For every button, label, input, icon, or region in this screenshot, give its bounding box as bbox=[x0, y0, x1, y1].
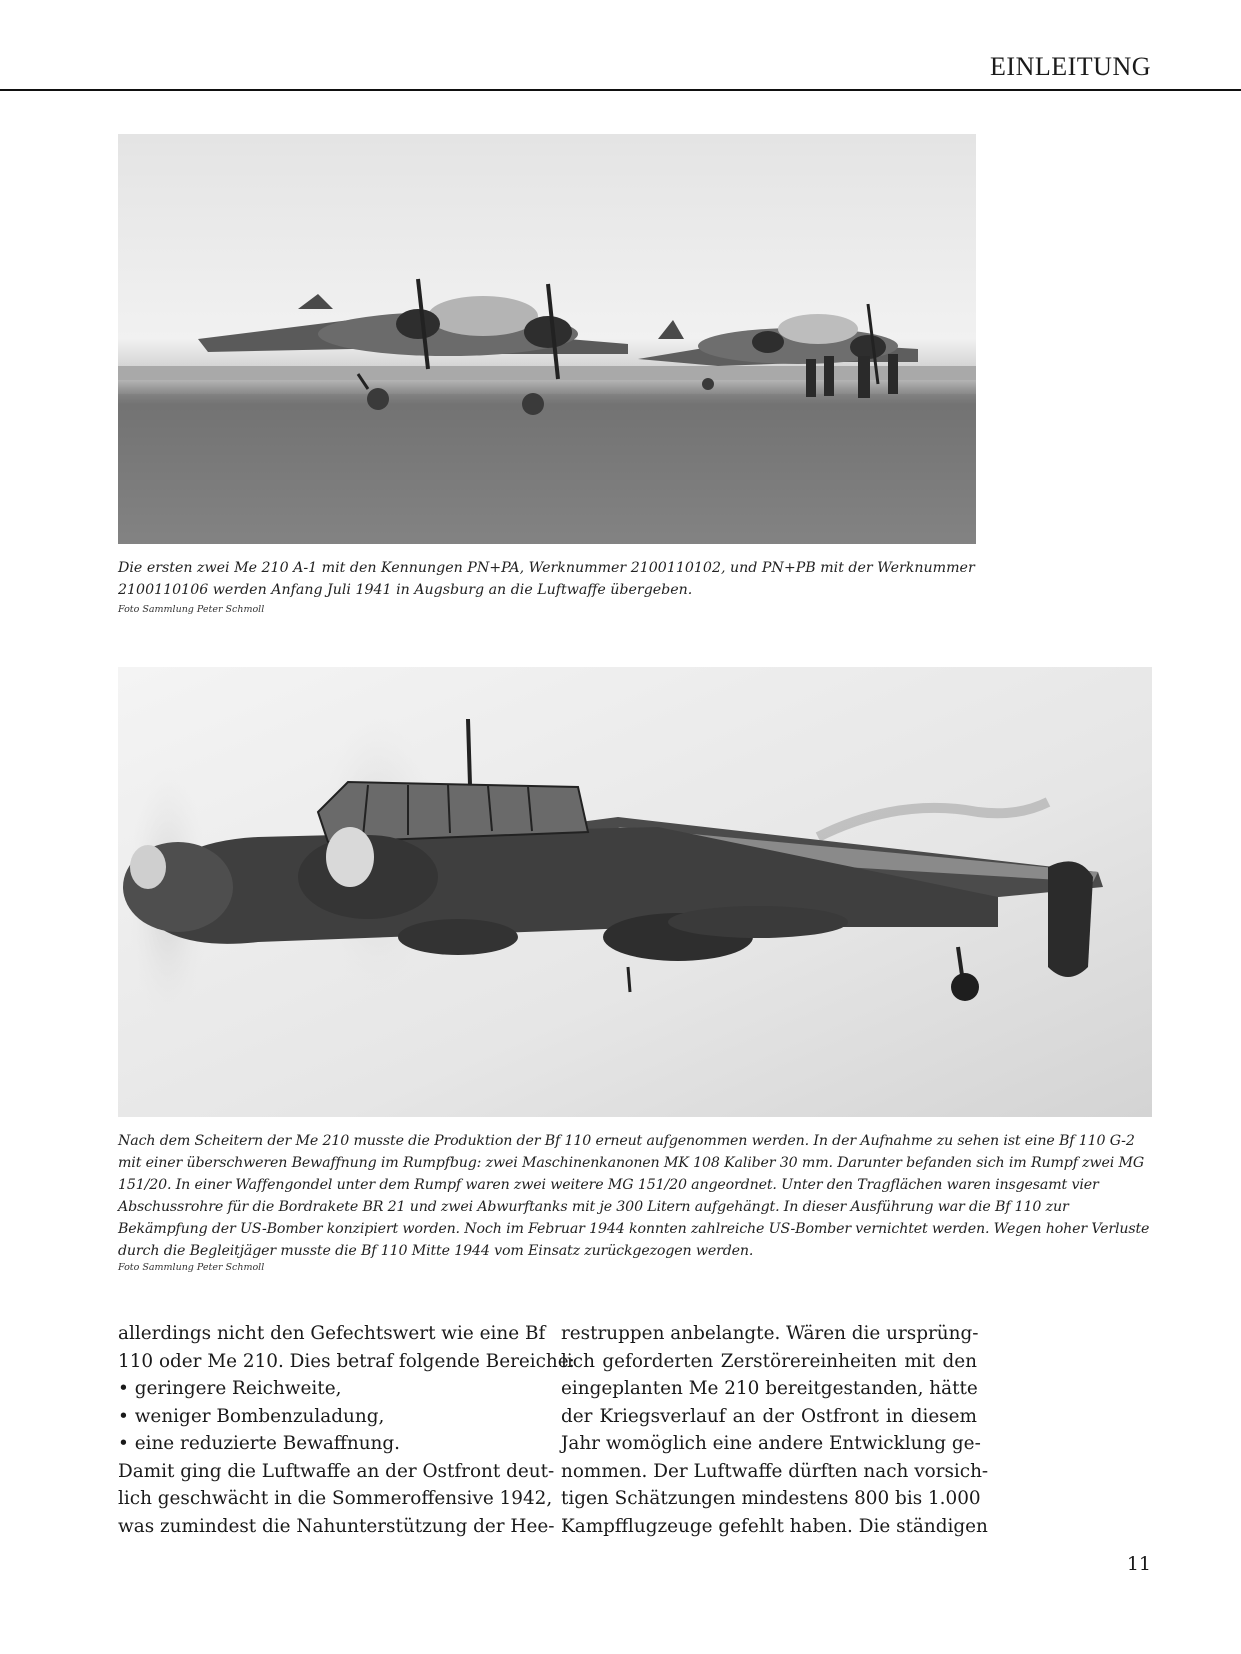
body-column-left bbox=[118, 1320, 575, 1540]
text-line: was zumindest die Nahunterstützung der Hee- bbox=[118, 1515, 555, 1537]
text-line: Kampfflugzeuge gefehlt haben. Die ständigen bbox=[561, 1515, 988, 1537]
text-line: tigen Schätzungen mindestens 800 bis 1.000 bbox=[561, 1488, 981, 1509]
bullet-item: • geringere Reichweite, bbox=[118, 1378, 342, 1399]
running-header: EINLEITUNG bbox=[990, 52, 1151, 81]
text-line: 110 oder Me 210. Dies betraf folgende Bereiche: bbox=[118, 1350, 575, 1372]
text-line: restruppen anbelangte. Wären die ursprüng- bbox=[561, 1323, 979, 1344]
text-line: eingeplanten Me 210 bereitgestanden, hätte bbox=[561, 1378, 978, 1399]
text-line: lich geschwächt in die Sommeroffensive 1942, bbox=[118, 1488, 553, 1509]
photo-credit-1: Foto Sammlung Peter Schmoll bbox=[118, 604, 265, 615]
body-column-right bbox=[561, 1320, 989, 1540]
text-line: Damit ging die Luftwaffe an der Ostfront deut- bbox=[118, 1460, 555, 1482]
caption-figure-1: Die ersten zwei Me 210 A-1 mit den Kennungen PN+PA, Werknummer 2100110102, und PN+PB mit der Werknummer 2100110106 werden Anfang Juli 1941 in Augsburg an die Luftwaffe übergeben. bbox=[118, 560, 975, 598]
photo-credit-2: Foto Sammlung Peter Schmoll bbox=[118, 1262, 265, 1273]
text-line: lich geforderten Zerstörereinheiten mit den bbox=[561, 1350, 977, 1372]
bullet-item: • eine reduzierte Bewaffnung. bbox=[118, 1433, 401, 1454]
header-rule bbox=[0, 89, 1241, 91]
text-line: Jahr womöglich eine andere Entwicklung ge- bbox=[561, 1433, 981, 1454]
text-line: allerdings nicht den Gefechtswert wie eine Bf bbox=[118, 1323, 546, 1344]
page-number: 11 bbox=[1126, 1553, 1151, 1575]
bullet-item: • weniger Bombenzuladung, bbox=[118, 1405, 385, 1427]
photo-me210-airfield bbox=[118, 134, 976, 544]
caption-figure-2: Nach dem Scheitern der Me 210 musste die Produktion der Bf 110 erneut aufgenommen werden. In der Aufnahme zu sehen ist eine Bf 110 G-2 mit einer überschweren Bewaffnung im Rumpfbug: zwei Maschinenkanonen MK 108 Kaliber 30 mm. Darunter befanden sich im Rumpf zwei MG 151/20. In einer Waffengondel unter dem Rumpf waren zwei weitere MG 151/20 angeordnet. Unter den Tragflächen waren insgesamt vier Abschussrohre für die Bordrakete BR 21 und zwei Abwurftanks mit je 300 Litern aufgehängt. In dieser Ausführung war die Bf 110 zur Bekämpfung der US-Bomber konzipiert worden. Noch im Februar 1944 konnten zahlreiche US-Bomber vernichtet werden. Wegen hoher Verluste durch die Begleitjäger musste die Bf 110 Mitte 1944 vom Einsatz zurückgezogen werden. bbox=[118, 1133, 1150, 1259]
photo-bf110-in-flight bbox=[118, 667, 1152, 1117]
text-line: nommen. Der Luftwaffe dürften nach vorsich- bbox=[561, 1460, 989, 1482]
text-line: der Kriegsverlauf an der Ostfront in diesem bbox=[561, 1405, 977, 1427]
